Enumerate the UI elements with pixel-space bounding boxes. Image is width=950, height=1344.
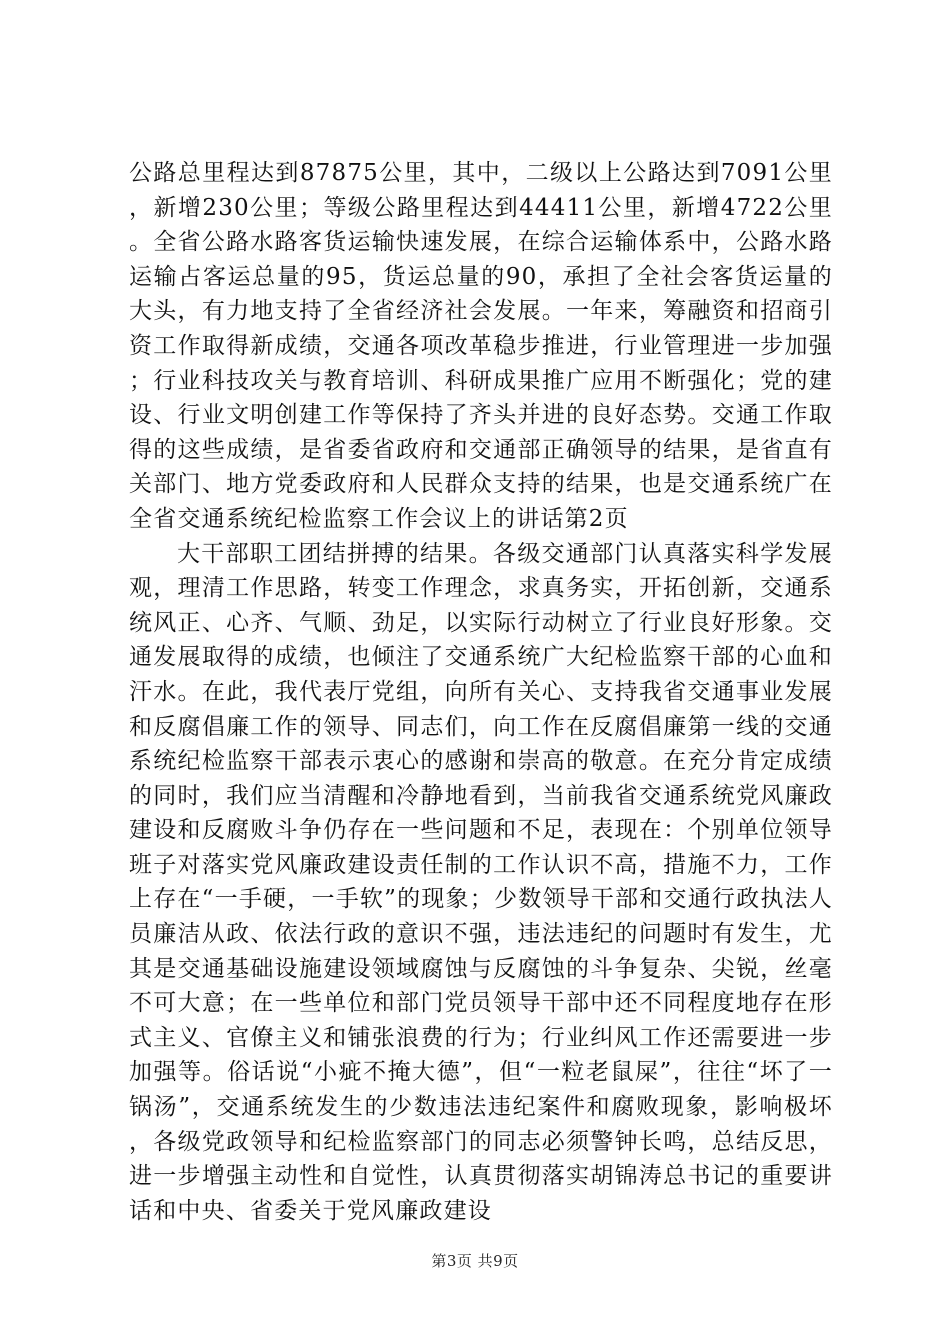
- body-paragraph-2: 大干部职工团结拼搏的结果。各级交通部门认真落实科学发展观，理清工作思路，转变工作理念，求真务实，开拓创新，交通系统风正、心齐、气顺、劲足，以实际行动树立了行业良好形象。交通发展取得的成绩，也倾注了交通系统广大纪检监察干部的心血和汗水。在此，我代表厅党组，向所有关心、支持我省交通事业发展和反腐倡廉工作的领导、同志们，向工作在反腐倡廉第一线的交通系统纪检监察干部表示衷心的感谢和崇高的敬意。在充分肯定成绩的同时，我们应当清醒和冷静地看到，当前我省交通系统党风廉政建设和反腐败斗争仍存在一些问题和不足，表现在：个别单位领导班子对落实党风廉政建设责任制的工作认识不高，措施不力，工作上存在“一手硬，一手软”的现象；少数领导干部和交通行政执法人员廉洁从政、依法行政的意识不强，违法违纪的问题时有发生，尤其是交通基础设施建设领域腐蚀与反腐蚀的斗争复杂、尖锐，丝毫不可大意；在一些单位和部门党员领导干部中还不同程度地存在形式主义、官僚主义和铺张浪费的行为；行业纠风工作还需要进一步加强等。俗话说“小疵不掩大德”，但“一粒老鼠屎”，往往“坏了一锅汤”，交通系统发生的少数违法违纪案件和腐败现象，影响极坏，各级党政领导和纪检监察部门的同志必须警钟长鸣，总结反思，进一步增强主动性和自觉性，认真贯彻落实胡锦涛总书记的重要讲话和中央、省委关于党风廉政建设: [129, 540, 833, 1224]
- body-paragraph-1: 公路总里程达到87875公里，其中，二级以上公路达到7091公里，新增230公里；等级公路里程达到44411公里，新增4722公里。全省公路水路客货运输快速发展，在综合运输体系中，公路水路运输占客运总量的95，货运总量的90，承担了全社会客货运量的大头，有力地支持了全省经济社会发展。一年来，筹融资和招商引资工作取得新成绩，交通各项改革稳步推进，行业管理进一步加强；行业科技攻关与教育培训、科研成果推广应用不断强化；党的建设、行业文明创建工作等保持了齐头并进的良好态势。交通工作取得的这些成绩，是省委省政府和交通部正确领导的结果，是省直有关部门、地方党委政府和人民群众支持的结果，也是交通系统广在全省交通系统纪检监察工作会议上的讲话第2页: [129, 160, 833, 532]
- page-footer: 第3页 共9页: [431, 1252, 519, 1270]
- document-body: [129, 156, 833, 1228]
